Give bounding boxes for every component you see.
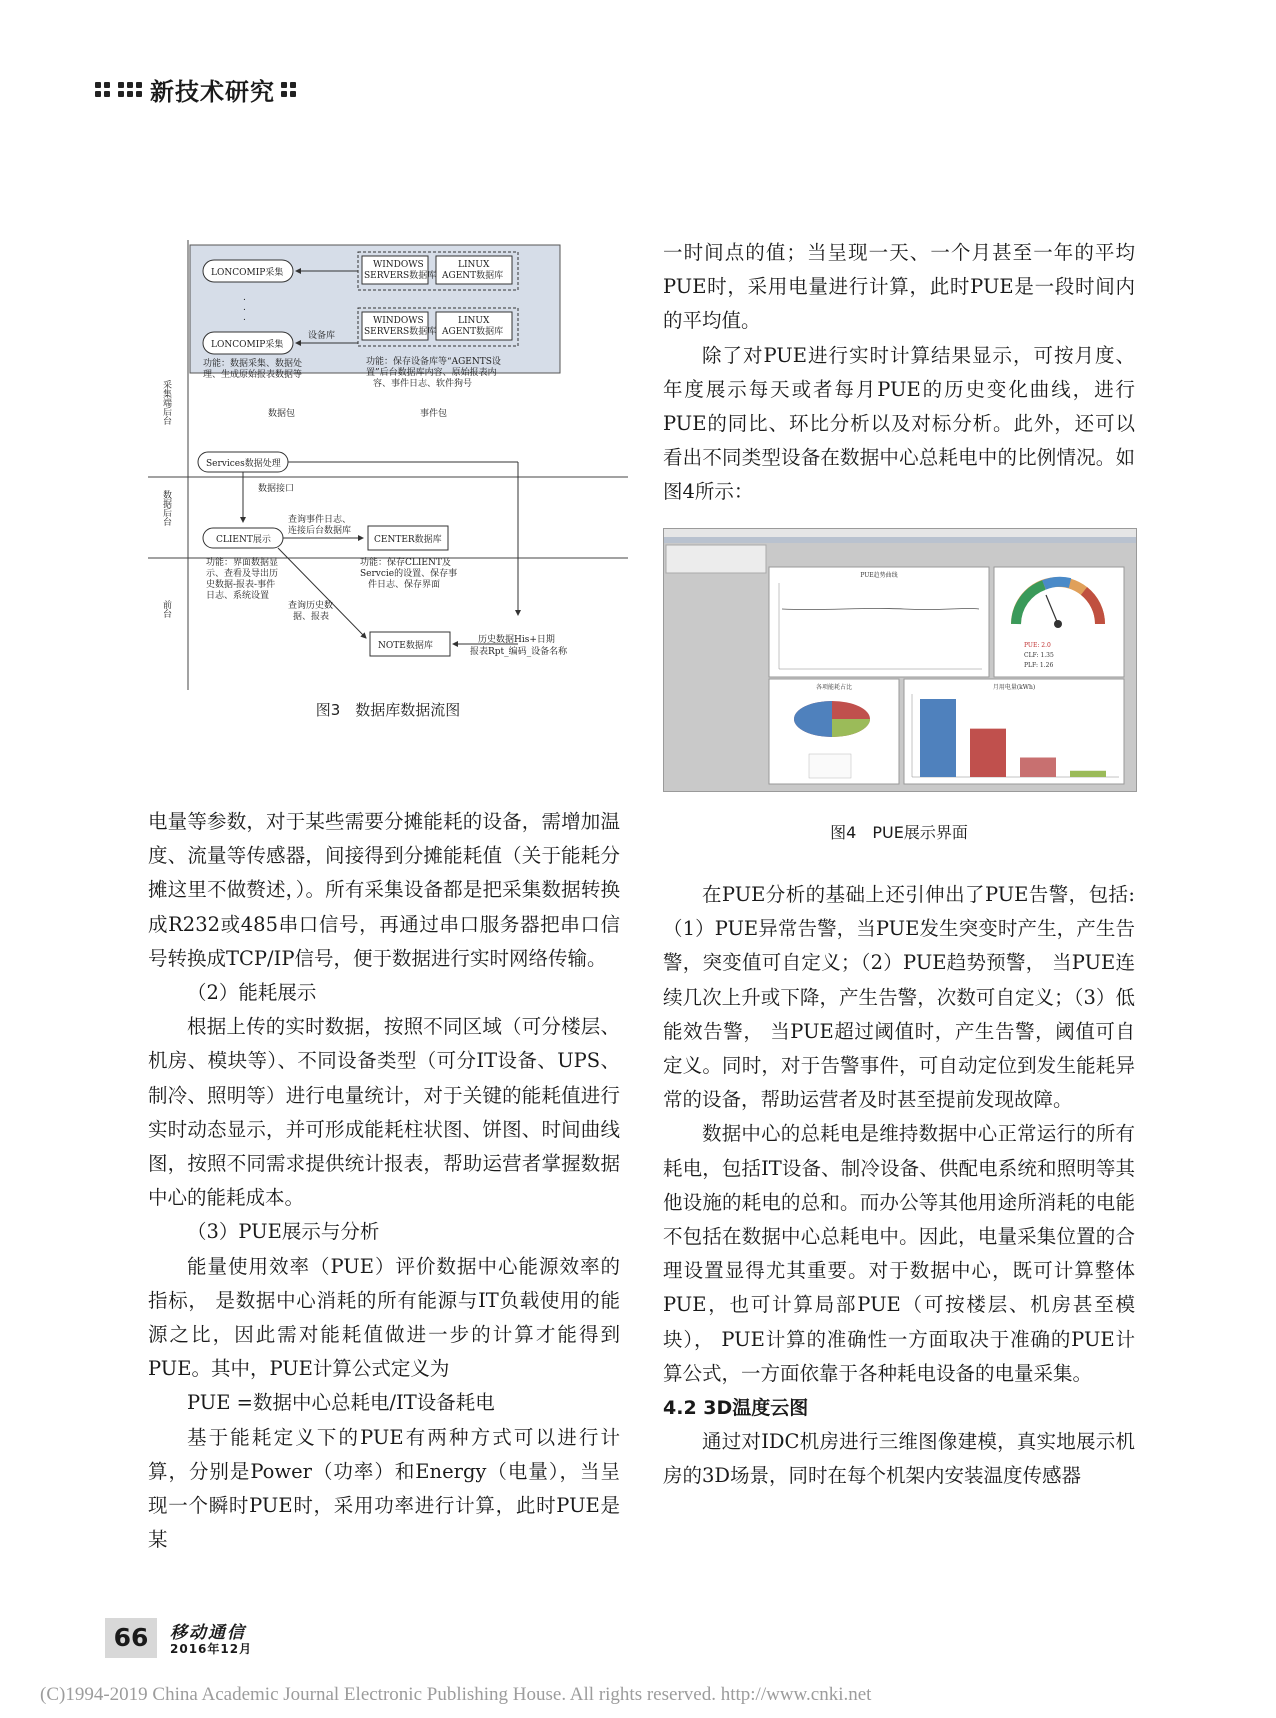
pie-title: 各项能耗占比: [815, 684, 853, 691]
svg-text:Services数据处理: Services数据处理: [206, 459, 281, 469]
svg-text:示、查看及导出历: 示、查看及导出历: [206, 569, 279, 579]
paragraph: 能量使用效率（PUE）评价数据中心能源效率的指标， 是数据中心消耗的所有能源与IT负载使用的能源之比，因此需对能耗值做进一步的计算才能得到PUE。其中，PUE计算公式定义为: [148, 1254, 620, 1381]
svg-text:WINDOWS: WINDOWS: [373, 316, 424, 326]
svg-text:据、报表: 据、报表: [293, 612, 330, 622]
paragraph: 一时间点的值；当呈现一天、一个月甚至一年的平均PUE时，采用电量进行计算，此时PUE是一段时间内的平均值。: [663, 241, 1135, 333]
paragraph: 数据中心的总耗电是维持数据中心正常运行的所有耗电，包括IT设备、制冷设备、供配电系统和照明等其他设施的耗电的总和。而办公等其他用途所消耗的电能不包括在数据中心总耗电中。因此，电量采集位置的合理设置显得尤其重要。对于数据中心，既可计算整体PUE，也可计算局部PUE（可按楼层、机房甚至模块）， PUE计算的准确性一方面取决于准确的PUE计算公式，一方面依靠于各种耗电设备的电量采集。: [663, 1122, 1135, 1385]
svg-text:SERVERS数据库: SERVERS数据库: [364, 271, 437, 281]
center-db: [368, 526, 448, 550]
svg-text:SERVERS数据库: SERVERS数据库: [364, 327, 437, 337]
figure-3-diagram: [148, 240, 628, 730]
bar: [1070, 771, 1106, 777]
right-column-bottom: [663, 878, 1135, 1494]
svg-text:CENTER数据库: CENTER数据库: [374, 535, 442, 545]
bar: [1020, 758, 1056, 778]
svg-text:功能：数据采集、数据处: 功能：数据采集、数据处: [203, 359, 303, 369]
svg-text:功能：界面数据显: 功能：界面数据显: [206, 558, 279, 568]
svg-text:AGENT数据库: AGENT数据库: [442, 271, 504, 281]
svg-text:.: .: [243, 293, 246, 303]
lane-label-front: 前台: [161, 600, 171, 618]
svg-text:LONCOMIP采集: LONCOMIP采集: [211, 268, 284, 278]
windows-db-1: [362, 256, 436, 284]
svg-text:LONCOMIP采集: LONCOMIP采集: [211, 340, 284, 350]
svg-text:NOTE数据库: NOTE数据库: [378, 641, 433, 651]
svg-text:功能：保存CLIENT及: 功能：保存CLIENT及: [360, 558, 451, 568]
svg-text:.: .: [243, 313, 246, 323]
pue-dashboard: [664, 529, 1136, 791]
svg-text:容、事件日志、软件狗号: 容、事件日志、软件狗号: [373, 379, 473, 389]
lane-label-collect: 采集端后台: [161, 380, 171, 425]
linux-db-1: [436, 256, 512, 284]
issue-date: 2016年12月: [170, 1642, 253, 1656]
gauge-reading: PLF: 1.26: [1024, 662, 1054, 669]
paragraph: 基于能耗定义下的PUE有两种方式可以进行计算，分别是Power（功率）和Energy（电量），当呈现一个瞬时PUE时，采用功率进行计算，此时PUE是某: [148, 1425, 620, 1552]
running-header: [95, 72, 298, 107]
formula: PUE =数据中心总耗电/IT设备耗电: [187, 1391, 495, 1415]
svg-text:查询历史数: 查询历史数: [288, 601, 334, 611]
svg-text:历史数据His+日期: 历史数据His+日期: [478, 635, 555, 645]
lane-label-data: 数据后台: [161, 490, 171, 526]
svg-text:LINUX: LINUX: [458, 316, 490, 326]
svg-text:史数据-报表-事件: 史数据-报表-事件: [206, 580, 276, 590]
header-dots-icon: [281, 82, 296, 97]
windows-db-2: [362, 312, 436, 340]
paragraph: 电量等参数，对于某些需要分摊能耗的设备，需增加温度、流量等传感器，间接得到分摊能耗值（关于能耗分摊这里不做赘述，）。所有采集设备都是把采集数据转换成R232或485串口信号，再通过串口服务器把串口信号转换成TCP/IP信号，便于数据进行实时网络传输。: [148, 810, 620, 970]
svg-text:日志、系统设置: 日志、系统设置: [206, 591, 270, 601]
section-heading: 4.2 3D温度云图: [663, 1397, 809, 1420]
svg-text:CLIENT展示: CLIENT展示: [216, 535, 271, 545]
page-number: 66: [105, 1618, 157, 1658]
copyright-line: (C)1994-2019 China Academic Journal Electronic Publishing House. All rights reserved. http://www.cnki.net: [40, 1684, 872, 1705]
header-dots-icon: [95, 82, 110, 97]
left-column: [148, 805, 620, 1557]
linux-db-2: [436, 312, 512, 340]
svg-text:AGENT数据库: AGENT数据库: [442, 327, 504, 337]
line-chart-title: PUE趋势曲线: [860, 572, 898, 579]
database-flow-diagram: [148, 240, 628, 730]
gauge-reading: PUE: 2.0: [1024, 642, 1051, 649]
paragraph: 除了对PUE进行实时计算结果显示，可按月度、年度展示每天或者每月PUE的历史变化曲线，进行PUE的同比、环比分析以及对标分析。此外，还可以看出不同类型设备在数据中心总耗电中的比例情况。如图4所示：: [663, 343, 1135, 504]
journal-name: 移动通信: [170, 1623, 246, 1643]
paragraph: 在PUE分析的基础上还引伸出了PUE告警，包括:（1）PUE异常告警，当PUE发生突变时产生，产生告警，突变值可自定义；（2）PUE趋势预警， 当PUE连续几次上升或下降，产生告警，次数可自定义；（3）低能效告警， 当PUE超过阈值时，产生告警，阈值可自定义。同时，对于告警事件，可自动定位到发生能耗异常的设备，帮助运营者及时甚至提前发现故障。: [663, 883, 1135, 1112]
paragraph: 通过对IDC机房进行三维图像建模，真实地展示机房的3D场景，同时在每个机架内安装温度传感器: [663, 1430, 1135, 1488]
svg-text:件日志、保存界面: 件日志、保存界面: [368, 580, 441, 590]
svg-text:置”后台数据库内容、原始报表内: 置”后台数据库内容、原始报表内: [366, 368, 497, 378]
svg-text:功能：保存设备库等“AGENTS设: 功能：保存设备库等“AGENTS设: [366, 357, 501, 367]
figure-3-caption: 图3 数据库数据流图: [315, 701, 461, 719]
bar-title: 月用电量(kWh): [992, 684, 1036, 691]
svg-text:数据包: 数据包: [268, 409, 296, 419]
svg-text:事件包: 事件包: [420, 409, 448, 419]
svg-text:Servcie的设置、保存事: Servcie的设置、保存事: [360, 569, 458, 579]
figure-4-caption: 图4 PUE展示界面: [830, 823, 968, 842]
note-db: [370, 632, 450, 656]
bar: [970, 729, 1006, 777]
subheading: （3）PUE展示与分析: [187, 1220, 380, 1244]
figure-4-screenshot: [663, 528, 1137, 792]
svg-text:WINDOWS: WINDOWS: [373, 260, 424, 270]
svg-text:LINUX: LINUX: [458, 260, 490, 270]
right-column-top: [663, 236, 1135, 510]
bar: [920, 699, 956, 777]
svg-text:报表Rpt_编码_设备名称: 报表Rpt_编码_设备名称: [470, 647, 568, 657]
svg-text:查询事件日志、: 查询事件日志、: [288, 515, 352, 525]
header-title: 新技术研究: [150, 78, 275, 106]
gauge-reading: CLF: 1.35: [1024, 652, 1054, 659]
subheading: （2）能耗展示: [187, 981, 317, 1005]
paragraph: 根据上传的实时数据，按照不同区域（可分楼层、机房、模块等）、不同设备类型（可分IT设备、UPS、制冷、照明等）进行电量统计，对于关键的能耗值进行实时动态显示，并可形成能耗柱状图、饼图、时间曲线图，按照不同需求提供统计报表，帮助运营者掌握数据中心的能耗成本。: [148, 1015, 620, 1210]
svg-text:数据接口: 数据接口: [258, 484, 295, 494]
svg-text:.: .: [243, 303, 246, 313]
svg-text:理、生成原始报表数据等: 理、生成原始报表数据等: [203, 370, 303, 380]
svg-text:连接后台数据库: 连接后台数据库: [288, 526, 352, 536]
svg-text:设备库: 设备库: [308, 331, 336, 341]
header-dots-icon: [118, 82, 142, 97]
pie-chart: [794, 701, 870, 737]
